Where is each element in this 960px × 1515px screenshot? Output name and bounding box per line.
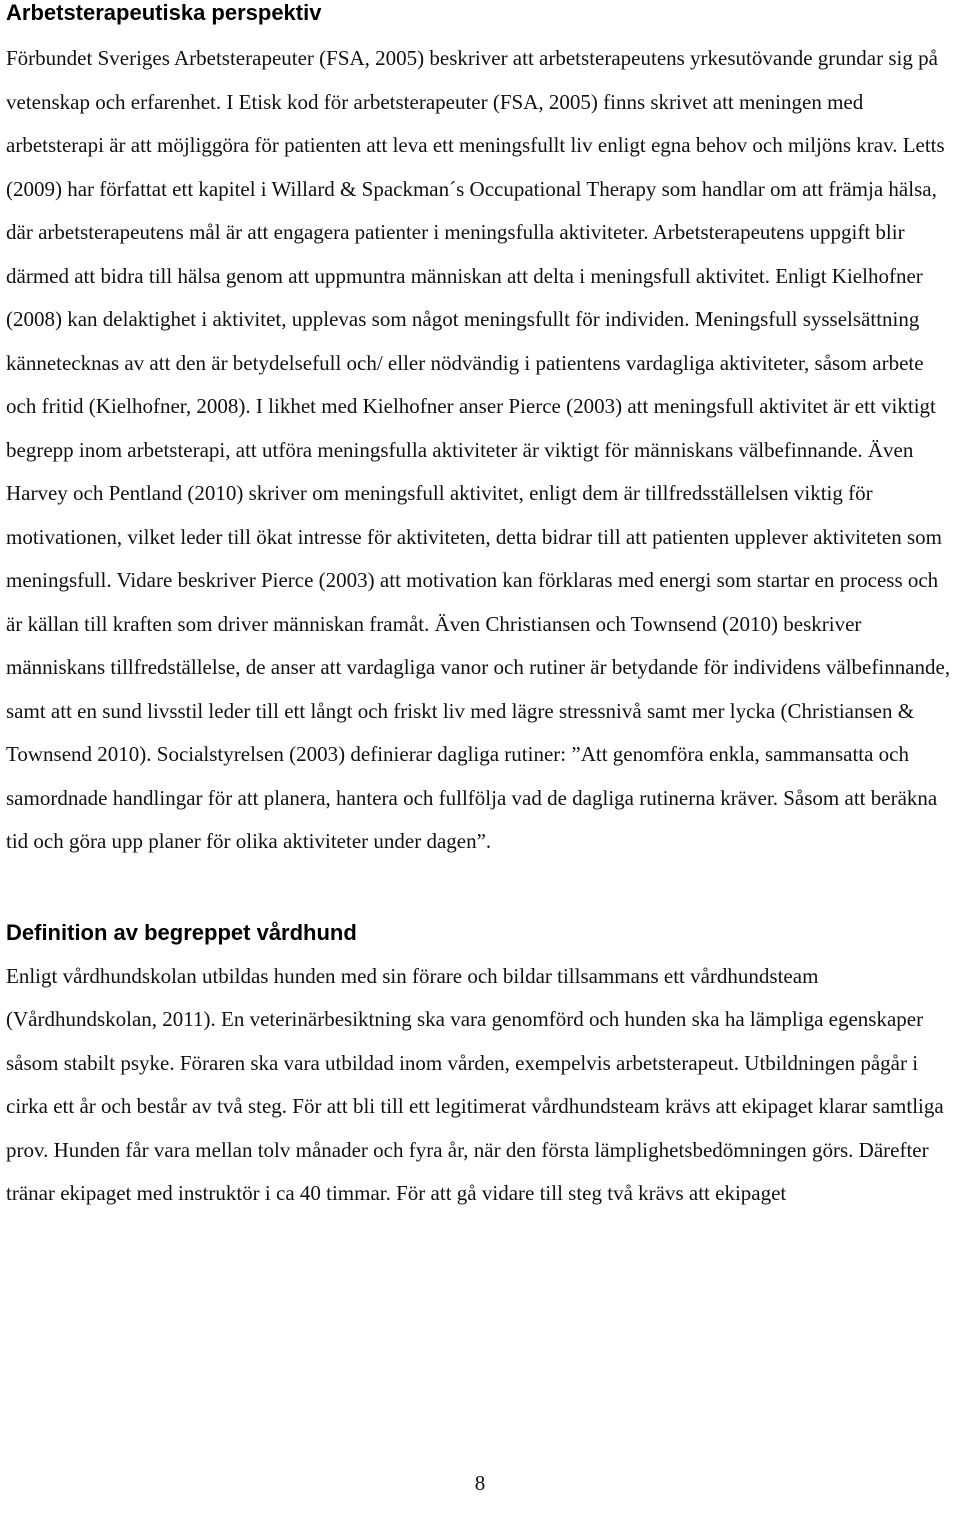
section-spacer: [6, 864, 956, 920]
page-number: 8: [474, 1471, 486, 1495]
document-page: [6, 0, 956, 1216]
section-paragraph-arbetsterapeutiska-perspektiv: Förbundet Sveriges Arbetsterapeuter (FSA, 2005) beskriver att arbetsterapeutens yrkesutövande grundar sig på vetenskap och erfarenhet. I Etisk kod för arbetsterapeuter (FSA, 2005) finns skrivet att meningen med arbetsterapi är att möjliggöra för patienten att leva ett meningsfullt liv enligt egna behov och miljöns krav. Letts (2009) har författat ett kapitel i Willard & Spackman´s Occupational Therapy som handlar om att främja hälsa, där arbetsterapeutens mål är att engagera patienter i meningsfulla aktiviteter. Arbetsterapeutens uppgift blir därmed att bidra till hälsa genom att uppmuntra människan att delta i meningsfull aktivitet. Enligt Kielhofner (2008) kan delaktighet i aktivitet, upplevas som något meningsfullt för individen. Meningsfull sysselsättning kännetecknas av att den är betydelsefull och/ eller nödvändig i patientens vardagliga aktiviteter, såsom arbete och fritid (Kielhofner, 2008). I likhet med Kielhofner anser Pierce (2003) att meningsfull aktivitet är ett viktigt begrepp inom arbetsterapi, att utföra meningsfulla aktiviteter är viktigt för människans välbefinnande. Även Harvey och Pentland (2010) skriver om meningsfull aktivitet, enligt dem är tillfredsställelsen viktig för motivationen, vilket leder till ökat intresse för aktiviteten, detta bidrar till att patienten upplever aktiviteten som meningsfull. Vidare beskriver Pierce (2003) att motivation kan förklaras med energi som startar en process och är källan till kraften som driver människan framåt. Även Christiansen och Townsend (2010) beskriver människans tillfredställelse, de anser att vardagliga vanor och rutiner är betydande för individens välbefinnande, samt att en sund livsstil leder till ett långt och friskt liv med lägre stressnivå samt mer lycka (Christiansen & Townsend 2010). Socialstyrelsen (2003) definierar dagliga rutiner: ”Att genomföra enkla, sammansatta och samordnade handlingar för att planera, hantera och fullfölja vad de dagliga rutinerna kräver. Såsom att beräkna tid och göra upp planer för olika aktiviteter under dagen”.: [6, 46, 951, 853]
section-heading-definition-vardhund: Definition av begreppet vårdhund: [6, 919, 357, 945]
section-heading-arbetsterapeutiska-perspektiv: Arbetsterapeutiska perspektiv: [6, 0, 322, 25]
section-paragraph-definition-vardhund: Enligt vårdhundskolan utbildas hunden med sin förare och bildar tillsammans ett vårdhundsteam (Vårdhundskolan, 2011). En veterinärbesiktning ska vara genomförd och hunden ska ha lämpliga egenskaper såsom stabilt psyke. Föraren ska vara utbildad inom vården, exempelvis arbetsterapeut. Utbildningen pågår i cirka ett år och består av två steg. För att bli till ett legitimerat vårdhundsteam krävs att ekipaget klarar samtliga prov. Hunden får vara mellan tolv månader och fyra år, när den första lämplighetsbedömningen görs. Därefter tränar ekipaget med instruktör i ca 40 timmar. För att gå vidare till steg två krävs att ekipaget: [6, 963, 944, 1205]
